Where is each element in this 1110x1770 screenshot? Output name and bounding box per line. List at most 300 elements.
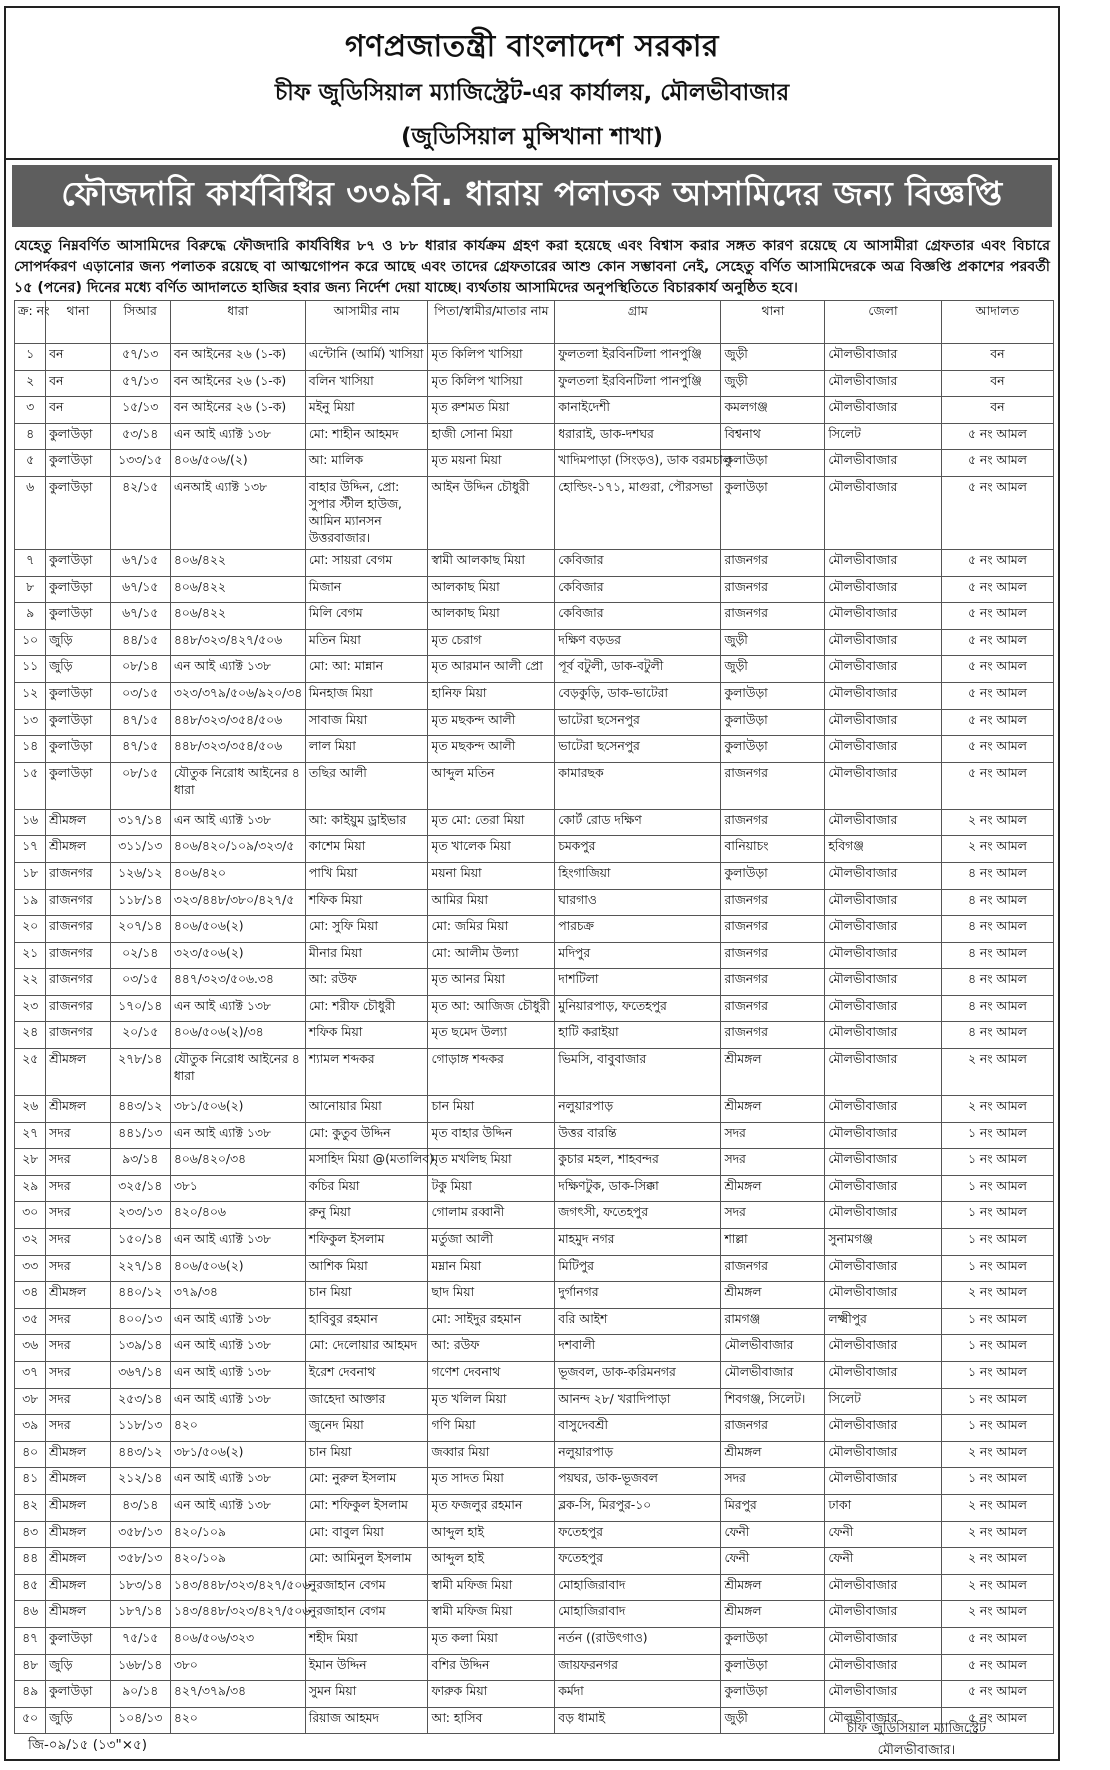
table-cell: মৃত কিলিপ খাসিয়া (428, 370, 555, 397)
table-cell: ২৩৩/১৩ (110, 1202, 170, 1229)
table-cell: ৪০৬/৪২০ (170, 862, 305, 889)
table-cell: কর্মদা (555, 1681, 721, 1708)
table-cell: ৪২ (15, 1494, 46, 1521)
table-cell: জুনেদ মিয়া (305, 1415, 428, 1442)
table-cell: শ্রীমঙ্গল (46, 1548, 110, 1575)
table-cell: ২ নং আমল (941, 1282, 1053, 1309)
table-cell: মৌলভীবাজার (825, 1282, 941, 1309)
table-cell: সদর (721, 1468, 825, 1495)
table-cell: শফিক মিয়া (305, 889, 428, 916)
table-row (15, 1362, 1054, 1389)
table-cell: ৪০৬/৫০৬/৩২৩ (170, 1627, 305, 1654)
table-cell: মৌলভীবাজার (825, 1255, 941, 1282)
table-cell: ৪০৬/৪২০/৩৪ (170, 1149, 305, 1176)
table-row (15, 736, 1054, 763)
table-cell: ৪২০ (170, 1707, 305, 1734)
table-cell: ৩৮১/৫০৬(২) (170, 1441, 305, 1468)
table-cell: চমকপুর (555, 836, 721, 863)
table-cell: মৌলভীবাজার (825, 762, 941, 809)
table-cell: আলকাছ মিয়া (428, 576, 555, 603)
table-cell: মৌলভীবাজার (825, 344, 941, 371)
table-cell: ১ নং আমল (941, 1175, 1053, 1202)
table-cell: রাজনগর (46, 1022, 110, 1049)
table-cell: ভাটেরা ছসেনপুর (555, 709, 721, 736)
table-cell: ১ নং আমল (941, 1149, 1053, 1176)
table-cell: মৃত আরমান আলী প্রো (428, 656, 555, 683)
table-cell: ৫ নং আমল (941, 476, 1053, 549)
table-cell: ৩৯ (15, 1415, 46, 1442)
table-cell: ৫ নং আমল (941, 1654, 1053, 1681)
table-cell: বন (46, 370, 110, 397)
table-cell: ৪০ (15, 1441, 46, 1468)
table-cell: জুড়ী (721, 1707, 825, 1734)
table-cell: ৪১ (15, 1468, 46, 1495)
table-cell: ২২৭/১৪ (110, 1255, 170, 1282)
table-cell: ৪২০/১০৯ (170, 1548, 305, 1575)
table-cell: মৌলভীবাজার (825, 736, 941, 763)
table-cell: ৫ নং আমল (941, 762, 1053, 809)
table-row (15, 603, 1054, 630)
table-cell: ২ নং আমল (941, 809, 1053, 836)
table-cell: দাশটিলা (555, 969, 721, 996)
table-cell: সদর (46, 1202, 110, 1229)
table-cell: ৫০ (15, 1707, 46, 1734)
branch-title: (জুডিসিয়াল মুন্সিখানা শাখা) (401, 124, 663, 150)
table-cell: ৫ নং আমল (941, 576, 1053, 603)
table-cell: কুলাউড়া (721, 1654, 825, 1681)
table-cell: মৃত মছকন্দ আলী (428, 736, 555, 763)
table-cell: রাজনগর (721, 1022, 825, 1049)
table-cell: ৩৫৮/১৩ (110, 1521, 170, 1548)
table-cell: মৌলভীবাজার (825, 1707, 941, 1734)
table-cell: ২ নং আমল (941, 1096, 1053, 1123)
table-cell: শাল্লা (721, 1229, 825, 1256)
table-cell: ২৮ (15, 1149, 46, 1176)
table-cell: আ: কাইয়ুম ড্রাইভার (305, 809, 428, 836)
table-cell: মো: শফিকুল ইসলাম (305, 1494, 428, 1521)
table-cell: ০৮/১৪ (110, 656, 170, 683)
table-cell: ২ নং আমল (941, 1441, 1053, 1468)
table-row (15, 1548, 1054, 1575)
table-cell: ফেনী (721, 1521, 825, 1548)
table-cell: গোড়াঙ্গ শব্দকর (428, 1049, 555, 1096)
table-cell: কুলাউড়া (46, 549, 110, 576)
publication-code: জি-০৯/১৫ (১৩"×৫) (28, 1737, 148, 1753)
table-cell: ২ নং আমল (941, 1601, 1053, 1628)
table-cell: ১৫০/১৪ (110, 1229, 170, 1256)
table-cell: হবিগঞ্জ (825, 836, 941, 863)
table-cell: মো: সুফি মিয়া (305, 916, 428, 943)
table-cell: মৌলভীবাজার (825, 656, 941, 683)
table-cell: রাজনগর (721, 889, 825, 916)
table-cell: ভাটেরা ছসেনপুর (555, 736, 721, 763)
table-cell: দশবালী (555, 1335, 721, 1362)
table-cell: মো: সায়রা বেগম (305, 549, 428, 576)
table-cell: মৌলভীবাজার (825, 476, 941, 549)
table-cell: ২৫৩/১৪ (110, 1388, 170, 1415)
table-cell: ১৩৩/১৫ (110, 450, 170, 477)
table-cell: মিজান (305, 576, 428, 603)
table-cell: দক্ষিণটুক, ডাক-সিক্কা (555, 1175, 721, 1202)
table-cell: রাজনগর (721, 603, 825, 630)
signatory-title: চীফ জুডিসিয়াল ম্যাজিস্ট্রেট (846, 1721, 986, 1736)
table-cell: ৭ (15, 549, 46, 576)
table-cell: ৪০৬/৫০৬(২) (170, 916, 305, 943)
table-cell: ফেনী (825, 1521, 941, 1548)
table-cell: কমলগঞ্জ (721, 397, 825, 424)
table-cell: বন (941, 344, 1053, 371)
table-cell: ৪৪৩/১২ (110, 1441, 170, 1468)
table-cell: ৫ নং আমল (941, 682, 1053, 709)
table-cell: মইনু মিয়া (305, 397, 428, 424)
table-cell: ৪ নং আমল (941, 1022, 1053, 1049)
table-cell: শ্রীমঙ্গল (721, 1175, 825, 1202)
table-cell: মৃত মছকন্দ আলী (428, 709, 555, 736)
table-cell: ৪ নং আমল (941, 969, 1053, 996)
table-cell: সিলেট (825, 423, 941, 450)
table-cell: কুলাউড়া (46, 736, 110, 763)
table-cell: কুলাউড়া (46, 450, 110, 477)
signature-block (847, 1718, 986, 1762)
table-cell: মৌলভীবাজার (825, 1627, 941, 1654)
table-cell: ২ নং আমল (941, 1548, 1053, 1575)
table-cell: ২ নং আমল (941, 836, 1053, 863)
table-cell: মোহাজিরাবাদ (555, 1574, 721, 1601)
table-cell: মৃত ময়না মিয়া (428, 450, 555, 477)
table-row (15, 682, 1054, 709)
table-cell: কুলাউড়া (46, 1627, 110, 1654)
table-cell: আ: রউফ (305, 969, 428, 996)
table-cell: ৮ (15, 576, 46, 603)
table-cell: ০৮/১৫ (110, 762, 170, 809)
table-cell: ৪২/১৫ (110, 476, 170, 549)
table-cell: কুলাউড়া (721, 450, 825, 477)
table-cell: ৪০৬/৫০৬(২)/৩৪ (170, 1022, 305, 1049)
table-cell: সদর (46, 1388, 110, 1415)
table-cell: নলুয়ারপাড় (555, 1441, 721, 1468)
table-row (15, 344, 1054, 371)
table-cell: আইন উদ্দিন চৌধুরী (428, 476, 555, 549)
table-cell: সদর (46, 1255, 110, 1282)
table-row (15, 1388, 1054, 1415)
table-cell: কুলাউড়া (721, 862, 825, 889)
table-cell: ৫ নং আমল (941, 1707, 1053, 1734)
table-cell: এন আই এ্যাক্ট ১৩৮ (170, 1468, 305, 1495)
table-cell: শ্রীমঙ্গল (46, 1494, 110, 1521)
table-cell: মো: শরীফ চৌধুরী (305, 995, 428, 1022)
table-cell: ৪০৬/৪২২ (170, 549, 305, 576)
table-cell: মসাহিদ মিয়া @(মতালিব) (305, 1149, 428, 1176)
table-cell: কুচার মহল, শাহবন্দর (555, 1149, 721, 1176)
table-cell: ১ নং আমল (941, 1255, 1053, 1282)
table-cell: রাজনগর (46, 942, 110, 969)
table-cell: কুলাউড়া (721, 682, 825, 709)
table-cell: ১১ (15, 656, 46, 683)
table-cell: ১ নং আমল (941, 1388, 1053, 1415)
table-cell: শহীদ মিয়া (305, 1627, 428, 1654)
table-cell: মৃত কলা মিয়া (428, 1627, 555, 1654)
table-cell: দুর্গানগর (555, 1282, 721, 1309)
table-cell: ২ নং আমল (941, 1494, 1053, 1521)
table-cell: ৫ নং আমল (941, 1681, 1053, 1708)
table-cell: ৩২৩/৩৭৯/৫০৬/৯২০/৩৪ (170, 682, 305, 709)
table-cell: কেবিজার (555, 549, 721, 576)
table-cell: ৪৬ (15, 1601, 46, 1628)
table-cell: ৩২ (15, 1229, 46, 1256)
table-row (15, 1282, 1054, 1309)
table-cell: আ: মালিক (305, 450, 428, 477)
table-row (15, 629, 1054, 656)
table-cell: কুলাউড়া (46, 476, 110, 549)
table-cell: সদর (721, 1202, 825, 1229)
table-cell: এন আই এ্যাক্ট ১৩৮ (170, 1335, 305, 1362)
table-row (15, 450, 1054, 477)
table-cell: মিরপুর (721, 1494, 825, 1521)
table-cell: মো: আলীম উল্যা (428, 942, 555, 969)
table-cell: এন আই এ্যাক্ট ১৩৮ (170, 1388, 305, 1415)
table-cell: ৪৭/১৫ (110, 736, 170, 763)
table-cell: মৌলভীবাজার (825, 1202, 941, 1229)
table-cell: ৪৩/১৪ (110, 1494, 170, 1521)
table-cell: ৩২৩/৫০৬(২) (170, 942, 305, 969)
table-cell: এন আই এ্যাক্ট ১৩৮ (170, 656, 305, 683)
table-cell: ৩৮ (15, 1388, 46, 1415)
table-cell: আব্দুল মতিন (428, 762, 555, 809)
table-cell: পাখি মিয়া (305, 862, 428, 889)
table-cell: মৌলভীবাজার (825, 889, 941, 916)
table-cell: ৪ নং আমল (941, 889, 1053, 916)
table-cell: আ: রউফ (428, 1335, 555, 1362)
table-cell: ৩৫৮/১৩ (110, 1548, 170, 1575)
table-cell: মৃত সাদত মিয়া (428, 1468, 555, 1495)
table-cell: রাজনগর (46, 889, 110, 916)
table-cell: কামারছক (555, 762, 721, 809)
table-cell: রাজনগর (721, 549, 825, 576)
table-cell: সদর (46, 1308, 110, 1335)
table-cell: ০২/১৪ (110, 942, 170, 969)
table-cell: ৯ (15, 603, 46, 630)
table-cell: শ্রীমঙ্গল (721, 1601, 825, 1628)
header-divider (6, 158, 1058, 160)
table-cell: চান মিয়া (305, 1282, 428, 1309)
table-cell: জায়ফরনগর (555, 1654, 721, 1681)
table-cell: ১৮৩/১৪ (110, 1574, 170, 1601)
table-cell: ৯৩/১৪ (110, 1149, 170, 1176)
table-cell: ৩৮১ (170, 1175, 305, 1202)
table-cell: নুরজাহান বেগম (305, 1574, 428, 1601)
table-cell: শ্রীমঙ্গল (721, 1049, 825, 1096)
table-cell: রাজনগর (721, 995, 825, 1022)
table-cell: বাসুদেবশ্রী (555, 1415, 721, 1442)
table-cell: ২৪ (15, 1022, 46, 1049)
office-title: চীফ জুডিসিয়াল ম্যাজিস্ট্রেট-এর কার্যালয়, মৌলভীবাজার (274, 80, 790, 106)
table-cell: কুলাউড়া (46, 709, 110, 736)
table-cell: মো: জমির মিয়া (428, 916, 555, 943)
table-cell: ৪ নং আমল (941, 862, 1053, 889)
table-cell: মৌলভীবাজার (825, 995, 941, 1022)
table-cell: ৩৬ (15, 1335, 46, 1362)
table-cell: ৪৪ (15, 1548, 46, 1575)
table-cell: ফেনী (721, 1548, 825, 1575)
table-cell: ৫ (15, 450, 46, 477)
table-cell: মৃত ছমেদ উল্যা (428, 1022, 555, 1049)
table-cell: মাহমুদ নগর (555, 1229, 721, 1256)
government-title: গণপ্রজাতন্ত্রী বাংলাদেশ সরকার (345, 29, 719, 64)
signatory-place: মৌলভীবাজার। (877, 1743, 956, 1758)
table-cell: রাজনগর (46, 969, 110, 996)
table-cell: মৌলভীবাজার (825, 1601, 941, 1628)
table-cell: মৌলভীবাজার (825, 1335, 941, 1362)
table-cell: মৌলভীবাজার (825, 1149, 941, 1176)
table-cell: সদর (46, 1362, 110, 1389)
table-cell: মুনিয়ারপাড়, ফতেহপুর (555, 995, 721, 1022)
table-cell: ফুলতলা ইরবিনটিলা পানপুঞ্জি (555, 370, 721, 397)
table-cell: ইমান উদ্দিন (305, 1654, 428, 1681)
table-cell: রাজনগর (46, 862, 110, 889)
table-cell: ১৮৭/১৪ (110, 1601, 170, 1628)
table-cell: ঢাকা (825, 1494, 941, 1521)
table-cell: খাদিমপাড়া (সিংড়ও), ডাক বরমচাল (555, 450, 721, 477)
table-cell: মৃত মো: তেরা মিয়া (428, 809, 555, 836)
table-cell: কুলাউড়া (46, 762, 110, 809)
table-cell: মো: কুতুব উদ্দিন (305, 1122, 428, 1149)
table-cell: ৩৭ (15, 1362, 46, 1389)
table-cell: যৌতুক নিরোধ আইনের ৪ ধারা (170, 762, 305, 809)
table-row (15, 1574, 1054, 1601)
table-cell: ৯০/১৪ (110, 1681, 170, 1708)
table-cell: রাজনগর (721, 942, 825, 969)
table-row (15, 1229, 1054, 1256)
table-cell: হানিফ মিয়া (428, 682, 555, 709)
table-cell: ঘারগাও (555, 889, 721, 916)
table-cell: শ্রীমঙ্গল (46, 1441, 110, 1468)
table-row (15, 476, 1054, 549)
table-cell: ১৭০/১৪ (110, 995, 170, 1022)
table-row (15, 1494, 1054, 1521)
table-cell: মৌলভীবাজার (825, 549, 941, 576)
table-cell: কুলাউড়া (721, 1627, 825, 1654)
table-cell: জুড়ী (721, 370, 825, 397)
table-cell: বন (46, 344, 110, 371)
table-cell: হাজী সোনা মিয়া (428, 423, 555, 450)
table-cell: ফেনী (825, 1548, 941, 1575)
table-cell: ১৭ (15, 836, 46, 863)
table-cell: ৫ নং আমল (941, 656, 1053, 683)
table-cell: ২ নং আমল (941, 1521, 1053, 1548)
table-cell: কেবিজার (555, 603, 721, 630)
table-cell: ১১৮/১৪ (110, 889, 170, 916)
table-row (15, 1149, 1054, 1176)
table-cell: রামগঞ্জ (721, 1308, 825, 1335)
table-cell: ১ নং আমল (941, 1468, 1053, 1495)
table-cell: ২ (15, 370, 46, 397)
table-cell: ৪২০/৪০৬ (170, 1202, 305, 1229)
table-cell: মৃত আ: আজিজ চৌধুরী (428, 995, 555, 1022)
table-cell: বড় ধামাই (555, 1707, 721, 1734)
table-cell: হিংগাজিয়া (555, 862, 721, 889)
notice-frame (4, 6, 1060, 1761)
table-cell: ৩১৭/১৪ (110, 809, 170, 836)
table-cell: ৫৩/১৪ (110, 423, 170, 450)
table-row (15, 656, 1054, 683)
table-cell: ১৫/১৩ (110, 397, 170, 424)
table-cell: পারচক্র (555, 916, 721, 943)
table-cell: ৫ নং আমল (941, 603, 1053, 630)
table-cell: ২১২/১৪ (110, 1468, 170, 1495)
table-row (15, 1601, 1054, 1628)
table-cell: শ্রীমঙ্গল (46, 809, 110, 836)
table-cell: লক্ষ্মীপুর (825, 1308, 941, 1335)
table-cell: সদর (46, 1149, 110, 1176)
notice-banner: ফৌজদারি কার্যবিধির ৩৩৯বি. ধারায় পলাতক আসামিদের জন্য বিজ্ঞপ্তি (12, 165, 1052, 227)
table-cell: ৩৬৭/১৪ (110, 1362, 170, 1389)
table-cell: মৌলভীবাজার (825, 709, 941, 736)
table-cell: ৪ নং আমল (941, 995, 1053, 1022)
table-cell: মৃত চেরাগ (428, 629, 555, 656)
table-row (15, 762, 1054, 809)
table-cell: কুলাউড়া (721, 736, 825, 763)
table-cell: ৩৫ (15, 1308, 46, 1335)
table-cell: মম্নান মিয়া (428, 1255, 555, 1282)
column-header: ধারা (170, 301, 305, 344)
table-cell: ৫ নং আমল (941, 1627, 1053, 1654)
table-cell: ভূজবল, ডাক-করিমনগর (555, 1362, 721, 1389)
table-row (15, 423, 1054, 450)
table-cell: ৭৫/১৫ (110, 1627, 170, 1654)
table-cell: ফতেহপুর (555, 1521, 721, 1548)
table-cell: ছাদ মিয়া (428, 1282, 555, 1309)
table-cell: ৪ নং আমল (941, 916, 1053, 943)
table-cell: তছির আলী (305, 762, 428, 809)
table-cell: ৫৭/১৩ (110, 370, 170, 397)
table-cell: বলিন খাসিয়া (305, 370, 428, 397)
table-cell: কেবিজার (555, 576, 721, 603)
table-cell: বন (941, 397, 1053, 424)
table-cell: ফতেহপুর (555, 1548, 721, 1575)
table-cell: নর্তন ((রাউৎগাও) (555, 1627, 721, 1654)
table-cell: এন আই এ্যাক্ট ১৩৮ (170, 1362, 305, 1389)
table-cell: কুলাউড়া (721, 1681, 825, 1708)
table-cell: ৪০৬/৫০৬/(২) (170, 450, 305, 477)
table-cell: আব্দুল হাই (428, 1548, 555, 1575)
table-cell: ৪৫ (15, 1574, 46, 1601)
column-header: গ্রাম (555, 301, 721, 344)
table-cell: ১৪ (15, 736, 46, 763)
table-cell: বন (941, 370, 1053, 397)
table-cell: রাজনগর (721, 809, 825, 836)
table-cell: এন্টোনি (আর্মি) খাসিয়া (305, 344, 428, 371)
table-cell: এন আই এ্যাক্ট ১৩৮ (170, 1494, 305, 1521)
table-cell: কাশেম মিয়া (305, 836, 428, 863)
table-cell: মৌলভীবাজার (825, 1574, 941, 1601)
table-cell: আব্দুল হাই (428, 1521, 555, 1548)
table-cell: ৩২৩/৪৪৮/৩৮০/৪২৭/৫ (170, 889, 305, 916)
table-cell: ৪৪৮/৩২৩/৩৫৪/৫০৬ (170, 736, 305, 763)
table-cell: ৪২৭/৩৭৯/৩৪ (170, 1681, 305, 1708)
table-cell: জুড়ী (721, 629, 825, 656)
table-cell: বিশ্বনাথ (721, 423, 825, 450)
table-cell: ৩৩ (15, 1255, 46, 1282)
table-cell: মৌলভীবাজার (825, 450, 941, 477)
table-cell: ২০৭/১৪ (110, 916, 170, 943)
table-row (15, 916, 1054, 943)
table-cell: মো: শাহীন আহমদ (305, 423, 428, 450)
table-cell: ৩৪ (15, 1282, 46, 1309)
table-cell: মো: সাইদুর রহমান (428, 1308, 555, 1335)
table-cell: ৪৪৩/১২ (110, 1096, 170, 1123)
table-cell: ৫ নং আমল (941, 549, 1053, 576)
table-row (15, 836, 1054, 863)
